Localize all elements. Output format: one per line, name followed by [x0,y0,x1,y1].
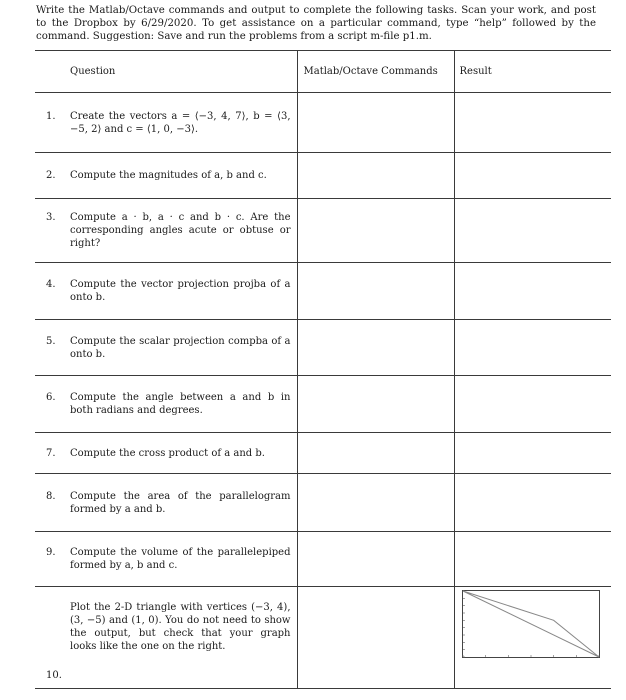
task-row-2 [35,153,611,199]
task-row-3 [35,199,611,263]
commands-cell [297,376,454,433]
question-cell [35,263,297,320]
plot-series [463,591,599,657]
question-number: 2. [46,170,56,181]
commands-cell [297,433,454,474]
commands-cell [297,587,454,689]
question-cell [35,474,297,532]
question-text: Compute the volume of the parallelepiped formed by a, b and c. [70,547,291,571]
question-number: 3. [46,212,56,223]
question-cell [35,587,297,689]
question-cell [35,199,297,263]
header-question: Question [35,51,297,93]
instructions-paragraph: Write the Matlab/Octave commands and output to complete the following tasks. Scan your work, and post to the Dropbox by 6/29/2020. To get assistance on a particular command, type “help” followed by the command. Suggestion: Save and run the problems from a script m-file p1.m. [36,5,596,42]
question-number: 7. [46,447,56,459]
question-text: Compute the vector projection projba of a onto b. [70,279,291,303]
question-text: Compute the cross product of a and b. [70,447,265,459]
result-cell [454,320,611,376]
commands-cell [297,320,454,376]
task-row-5 [35,320,611,376]
triangle-plot [462,590,600,658]
question-number: 10. [46,670,62,681]
result-cell [454,199,611,263]
task-row-7 [35,433,611,474]
question-text: Plot the 2-D triangle with vertices (−3, 4), (3, −5) and (1, 0). You do not need to show the output, but check that your graph looks like the one on the right. [70,602,291,652]
question-text: Create the vectors a = ⟨−3, 4, 7⟩, b = ⟨3, −5, 2⟩ and c = ⟨1, 0, −3⟩. [70,110,291,135]
header-commands: Matlab/Octave Commands [297,51,454,93]
task-row-9 [35,532,611,587]
question-text: Compute the scalar projection compba of a onto b. [70,335,291,360]
header-result: Result [454,51,611,93]
question-number: 6. [46,392,56,403]
commands-cell [297,199,454,263]
task-row-8 [35,474,611,532]
question-number: 4. [46,279,56,290]
question-text: Compute the magnitudes of a, b and c. [70,170,267,181]
result-cell [454,376,611,433]
commands-cell [297,532,454,587]
result-cell [454,93,611,153]
result-cell [454,153,611,199]
triangle-series-line [463,591,599,657]
question-number: 5. [46,335,56,347]
result-cell [454,587,611,689]
task-row-10 [35,587,611,689]
result-cell [454,474,611,532]
question-number: 8. [46,490,56,502]
result-cell [454,263,611,320]
result-cell [454,433,611,474]
question-cell [35,433,297,474]
question-text: Compute a · b, a · c and b · c. Are the corresponding angles acute or obtuse or right? [70,212,291,249]
header-row [35,51,611,93]
commands-cell [297,153,454,199]
question-number: 1. [46,110,56,122]
commands-cell [297,263,454,320]
question-number: 9. [46,547,56,558]
question-text: Compute the angle between a and b in both radians and degrees. [70,392,291,416]
task-row-1 [35,93,611,153]
commands-cell [297,474,454,532]
task-table [35,50,611,689]
task-row-6 [35,376,611,433]
question-cell [35,376,297,433]
commands-cell [297,93,454,153]
question-cell [35,153,297,199]
result-cell [454,532,611,587]
question-text: Compute the area of the parallelogram formed by a and b. [70,490,291,515]
task-row-4 [35,263,611,320]
question-cell [35,532,297,587]
question-cell [35,320,297,376]
question-cell [35,93,297,153]
